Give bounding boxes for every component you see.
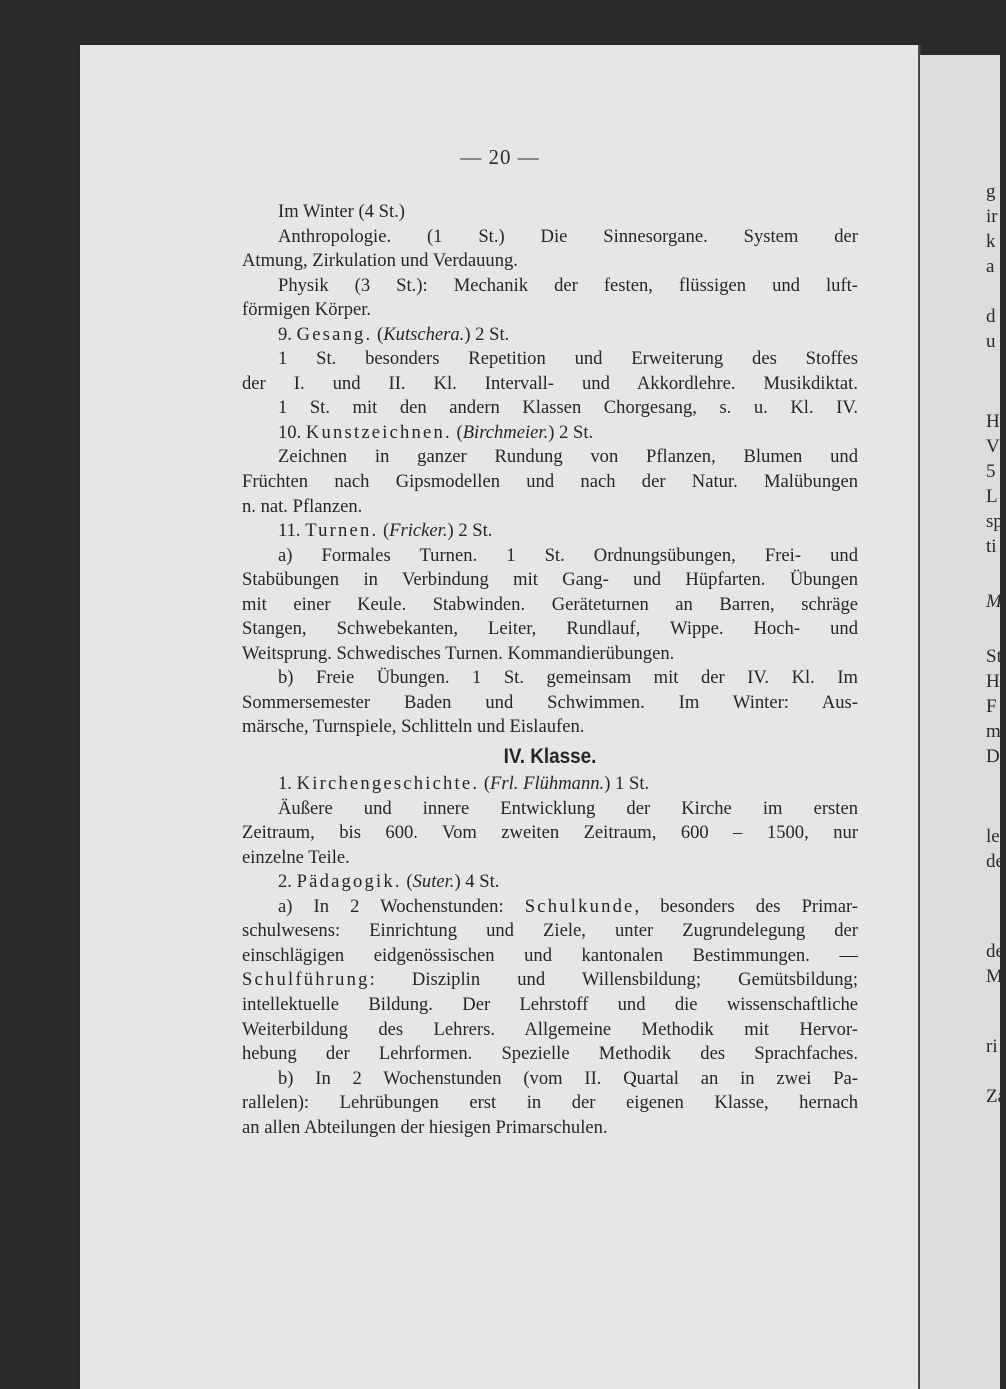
teacher-name: Kutschera. bbox=[383, 323, 465, 345]
text-run: a) Formales Turnen. 1 St. Ordnungsübungen, Frei- und bbox=[278, 544, 858, 566]
text-run: 9. bbox=[278, 323, 297, 345]
facing-page-text-fragment: d bbox=[986, 306, 996, 327]
text-line bbox=[242, 372, 858, 397]
text-line bbox=[242, 544, 858, 569]
spaced-subject-title: Pädagogik. bbox=[296, 871, 402, 893]
text-line bbox=[242, 323, 858, 348]
page-body-text bbox=[242, 200, 858, 1140]
text-run: Zeichnen in ganzer Rundung von Pflanzen, Blumen und bbox=[278, 446, 858, 468]
facing-page-text-fragment: St bbox=[986, 646, 1002, 667]
text-run: förmigen Körper. bbox=[242, 299, 372, 321]
spaced-subject-title: Gesang. bbox=[296, 323, 373, 345]
facing-page-text-fragment: H bbox=[986, 671, 1000, 692]
text-run: 11. bbox=[278, 520, 306, 542]
text-run: ( bbox=[378, 520, 390, 542]
facing-page-text-fragment: L bbox=[986, 486, 998, 507]
spaced-subject-title: Kunstzeichnen. bbox=[305, 421, 452, 443]
text-run: Früchten nach Gipsmodellen und nach der Natur. Malübungen bbox=[242, 471, 858, 493]
section-heading bbox=[273, 740, 827, 772]
text-run: Sommersemester Baden und Schwimmen. Im Winter: Aus- bbox=[242, 691, 858, 713]
text-line bbox=[242, 821, 858, 846]
text-run: ) 2 St. bbox=[464, 323, 510, 345]
text-line bbox=[242, 642, 858, 667]
spaced-subject-title: Schulkunde bbox=[524, 895, 635, 917]
facing-page-text-fragment: F bbox=[986, 696, 997, 717]
text-run: Weitsprung. Schwedisches Turnen. Kommandierübungen. bbox=[242, 642, 675, 664]
facing-page-text-fragment: k bbox=[986, 231, 996, 252]
page-number: — 20 — bbox=[460, 145, 540, 169]
text-run: märsche, Turnspiele, Schlitteln und Eislaufen. bbox=[242, 716, 585, 738]
text-run: Weiterbildung des Lehrers. Allgemeine Methodik mit Hervor- bbox=[242, 1018, 858, 1040]
text-line bbox=[242, 249, 858, 274]
text-line bbox=[242, 495, 858, 520]
text-run: einzelne Teile. bbox=[242, 846, 350, 868]
text-line bbox=[242, 919, 858, 944]
text-run: 1 St. besonders Repetition und Erweiterung des Stoffes bbox=[278, 348, 858, 370]
text-line bbox=[242, 895, 858, 920]
text-line bbox=[242, 298, 858, 323]
text-run: IV. Klasse. bbox=[503, 745, 597, 769]
text-run: Zeitraum, bis 600. Vom zweiten Zeitraum, 600 – 1500, nur bbox=[242, 822, 858, 844]
text-line bbox=[242, 421, 858, 446]
facing-page-text-fragment: ir bbox=[986, 206, 998, 227]
text-line bbox=[242, 1018, 858, 1043]
text-run: b) Freie Übungen. 1 St. gemeinsam mit der IV. Kl. Im bbox=[278, 667, 858, 689]
text-line bbox=[242, 944, 858, 969]
facing-page-text-fragment: Za bbox=[986, 1086, 1006, 1107]
text-line bbox=[242, 225, 858, 250]
teacher-name: Frl. Flühmann. bbox=[490, 773, 605, 795]
text-run: 10. bbox=[278, 421, 306, 443]
text-run: ( bbox=[401, 871, 413, 893]
text-run: Anthropologie. (1 St.) Die Sinnesorgane. System der bbox=[278, 225, 858, 247]
text-run: : Disziplin und Willensbildung; Gemütsbildung; bbox=[369, 969, 858, 991]
text-run: rallelen): Lehrübungen erst in der eigenen Klasse, hernach bbox=[242, 1092, 858, 1114]
text-line bbox=[242, 519, 858, 544]
text-run: der I. und II. Kl. Intervall- und Akkordlehre. Musikdiktat. bbox=[242, 372, 858, 394]
facing-page-text-fragment: sp bbox=[986, 511, 1003, 532]
facing-page-text-fragment: M bbox=[986, 591, 1002, 612]
text-run: a) In 2 Wochenstunden: bbox=[278, 895, 525, 917]
text-run: ( bbox=[451, 421, 463, 443]
text-line bbox=[242, 347, 858, 372]
text-run: mit einer Keule. Stabwinden. Geräteturnen an Barren, schräge bbox=[242, 593, 858, 615]
text-line bbox=[242, 846, 858, 871]
text-run: ) 4 St. bbox=[454, 871, 500, 893]
text-line bbox=[242, 870, 858, 895]
text-run: 1 St. mit den andern Klassen Chorgesang, s. u. Kl. IV. bbox=[278, 397, 858, 419]
facing-page-text-fragment: le bbox=[986, 826, 1000, 847]
facing-page-text-fragment: ti bbox=[986, 536, 997, 557]
facing-page-text-fragment: 5 bbox=[986, 461, 996, 482]
facing-page-text-fragment: de bbox=[986, 941, 1004, 962]
text-run: Stangen, Schwebekanten, Leiter, Rundlauf, Wippe. Hoch- und bbox=[242, 618, 858, 640]
facing-page-text-fragment: a bbox=[986, 256, 995, 277]
text-line bbox=[242, 666, 858, 691]
text-run: Atmung, Zirkulation und Verdauung. bbox=[242, 250, 518, 272]
facing-page-text-fragment: ri bbox=[986, 1036, 998, 1057]
text-line bbox=[242, 200, 858, 225]
facing-page-edge bbox=[920, 55, 1006, 1389]
text-line bbox=[242, 1091, 858, 1116]
text-line bbox=[242, 691, 858, 716]
facing-page-text-fragment: u bbox=[986, 331, 996, 352]
text-line bbox=[242, 1116, 858, 1141]
text-run: schulwesens: Einrichtung und Ziele, unter Zugrundelegung der bbox=[242, 920, 858, 942]
text-line bbox=[242, 1067, 858, 1092]
text-line bbox=[242, 274, 858, 299]
text-line bbox=[242, 470, 858, 495]
facing-page-text-fragment: H bbox=[986, 411, 1000, 432]
text-line bbox=[242, 993, 858, 1018]
text-line bbox=[242, 445, 858, 470]
spaced-subject-title: Schulführung bbox=[242, 969, 370, 991]
text-run: 2. bbox=[278, 871, 297, 893]
text-run: Physik (3 St.): Mechanik der festen, flüssigen und luft- bbox=[278, 274, 858, 296]
text-run: hebung der Lehrformen. Spezielle Methodik des Sprachfaches. bbox=[242, 1043, 858, 1065]
facing-page-text-fragment: m bbox=[986, 721, 1001, 742]
teacher-name: Birchmeier. bbox=[462, 421, 549, 443]
text-line bbox=[242, 772, 858, 797]
text-line bbox=[242, 968, 858, 993]
text-line bbox=[242, 568, 858, 593]
teacher-name: Fricker. bbox=[389, 520, 448, 542]
teacher-name: Suter. bbox=[412, 871, 455, 893]
text-line bbox=[242, 797, 858, 822]
text-run: 1. bbox=[278, 773, 297, 795]
text-run: einschlägigen eidgenössischen und kantonalen Bestimmungen. — bbox=[242, 944, 858, 966]
text-run: Im Winter (4 St.) bbox=[278, 201, 405, 222]
text-run: ) 2 St. bbox=[447, 520, 493, 542]
text-run: ) 2 St. bbox=[548, 421, 594, 443]
facing-page-text-fragment: D bbox=[986, 746, 1000, 767]
text-run: Stabübungen in Verbindung mit Gang- und Hüpfarten. Übungen bbox=[242, 569, 858, 591]
text-line bbox=[242, 593, 858, 618]
text-run: b) In 2 Wochenstunden (vom II. Quartal an in zwei Pa- bbox=[278, 1067, 858, 1089]
facing-page-text-fragment: V bbox=[986, 436, 1000, 457]
text-run: ( bbox=[479, 773, 491, 795]
facing-page-text-fragment: g bbox=[986, 181, 996, 202]
text-line bbox=[242, 1042, 858, 1067]
text-run: intellektuelle Bildung. Der Lehrstoff und die wissenschaftliche bbox=[242, 993, 858, 1015]
text-run: ) 1 St. bbox=[604, 773, 650, 795]
text-run: an allen Abteilungen der hiesigen Primarschulen. bbox=[242, 1116, 608, 1138]
facing-page-text-fragment: M bbox=[986, 966, 1003, 987]
text-line bbox=[242, 396, 858, 421]
text-run: n. nat. Pflanzen. bbox=[242, 495, 363, 517]
text-run: Äußere und innere Entwicklung der Kirche im ersten bbox=[278, 797, 858, 819]
facing-page-text-fragment: de bbox=[986, 851, 1004, 872]
text-run: ( bbox=[372, 323, 384, 345]
text-line bbox=[242, 715, 858, 740]
text-line bbox=[242, 617, 858, 642]
spaced-subject-title: Kirchengeschichte. bbox=[296, 773, 480, 795]
spaced-subject-title: Turnen. bbox=[305, 520, 379, 542]
text-run: , besonders des Primar- bbox=[634, 895, 858, 917]
